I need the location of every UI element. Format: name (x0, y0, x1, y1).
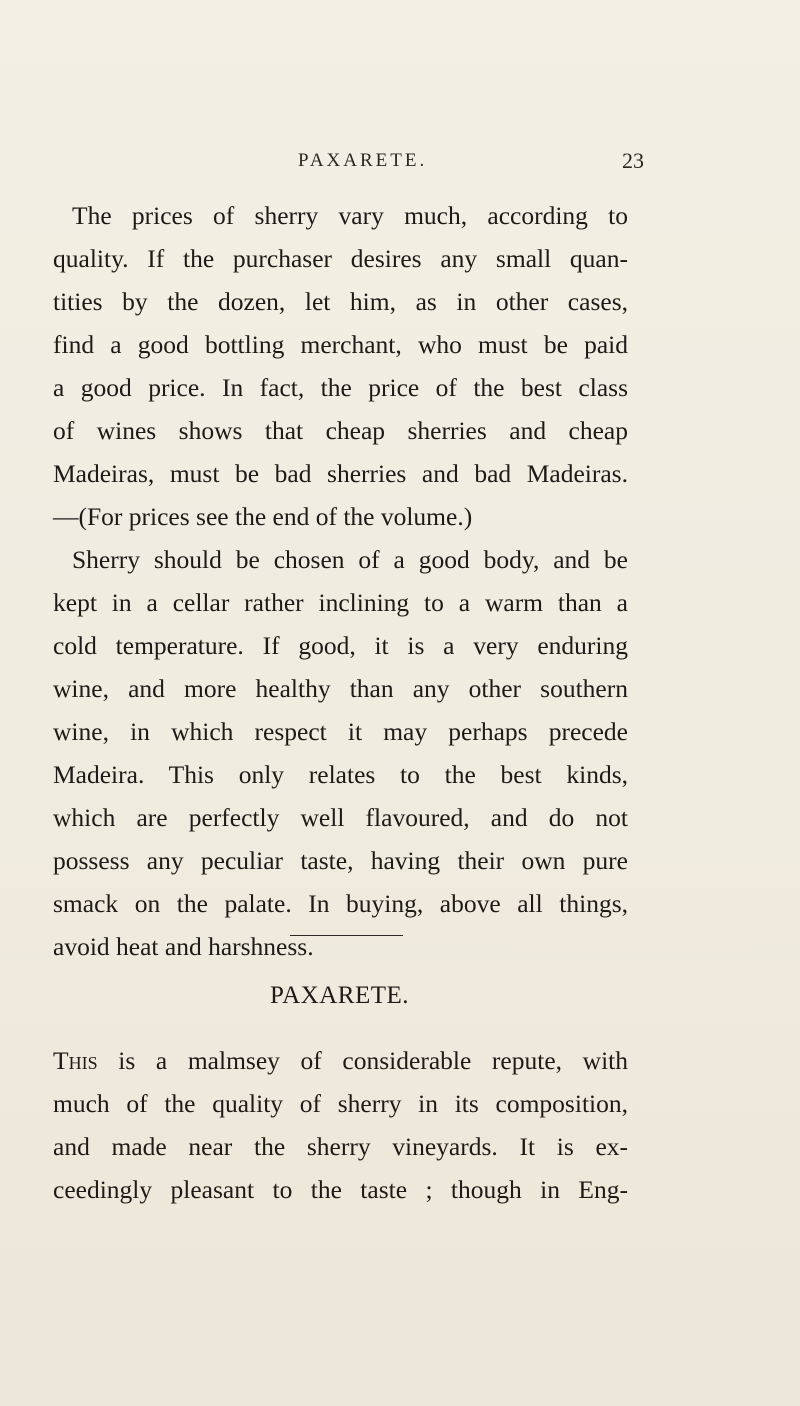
line-text-rest: is a malmsey of considerable repute, with (97, 1046, 628, 1075)
line-text (53, 1041, 628, 1081)
text-line (0, 798, 800, 838)
section-heading-text: PAXARETE. (270, 982, 410, 1009)
line-text: and made near the sherry vineyards. It is ex- (53, 1132, 628, 1161)
line-text: quality. If the purchaser desires any small quan- (53, 244, 628, 273)
text-line (0, 196, 800, 236)
line-text: —(For prices see the end of the volume.) (53, 502, 473, 531)
line-text: Madeira. This only relates to the best kinds, (53, 760, 628, 789)
text-line (0, 927, 800, 967)
line-text: smack on the palate. In buying, above all things, (53, 889, 628, 918)
line-text: ceedingly pleasant to the taste ; though in Eng- (53, 1175, 628, 1204)
text-line (0, 626, 800, 666)
running-title: PAXARETE. (298, 150, 428, 171)
text-line (0, 540, 800, 580)
line-text: wine, and more healthy than any other southern (53, 674, 628, 703)
section-divider (290, 935, 403, 936)
text-line (0, 712, 800, 752)
text-line (0, 1127, 800, 1167)
text-line (0, 239, 800, 279)
line-text: cold temperature. If good, it is a very enduring (53, 631, 628, 660)
line-text: kept in a cellar rather inclining to a warm than a (53, 588, 628, 617)
line-text: Sherry should be chosen of a good body, and be (72, 545, 628, 574)
text-line (0, 454, 800, 494)
text-line (0, 884, 800, 924)
text-line (0, 583, 800, 623)
line-text: a good price. In fact, the price of the best class (53, 373, 628, 402)
text-line (0, 1041, 800, 1081)
text-line (0, 669, 800, 709)
line-text: possess any peculiar taste, having their own pure (53, 846, 628, 875)
line-text: of wines shows that cheap sherries and cheap (53, 416, 628, 445)
text-line (0, 325, 800, 365)
line-text: The prices of sherry vary much, according to (72, 201, 628, 230)
line-text: find a good bottling merchant, who must be paid (53, 330, 628, 359)
text-line (0, 411, 800, 451)
line-text: which are perfectly well flavoured, and do not (53, 803, 628, 832)
text-line (0, 282, 800, 322)
running-head (0, 148, 800, 178)
line-text: much of the quality of sherry in its composition, (53, 1089, 628, 1118)
text-line (0, 1170, 800, 1210)
text-line (0, 755, 800, 795)
page-number: 23 (622, 148, 644, 173)
text-line (0, 1084, 800, 1124)
line-text: tities by the dozen, let him, as in other cases, (53, 287, 628, 316)
line-text: wine, in which respect it may perhaps precede (53, 717, 628, 746)
text-line (0, 368, 800, 408)
text-line (0, 497, 800, 537)
text-line (0, 841, 800, 881)
line-text: Madeiras, must be bad sherries and bad Madeiras. (53, 459, 628, 488)
line-text: avoid heat and harshness. (53, 932, 314, 961)
drop-word: This (53, 1046, 98, 1075)
